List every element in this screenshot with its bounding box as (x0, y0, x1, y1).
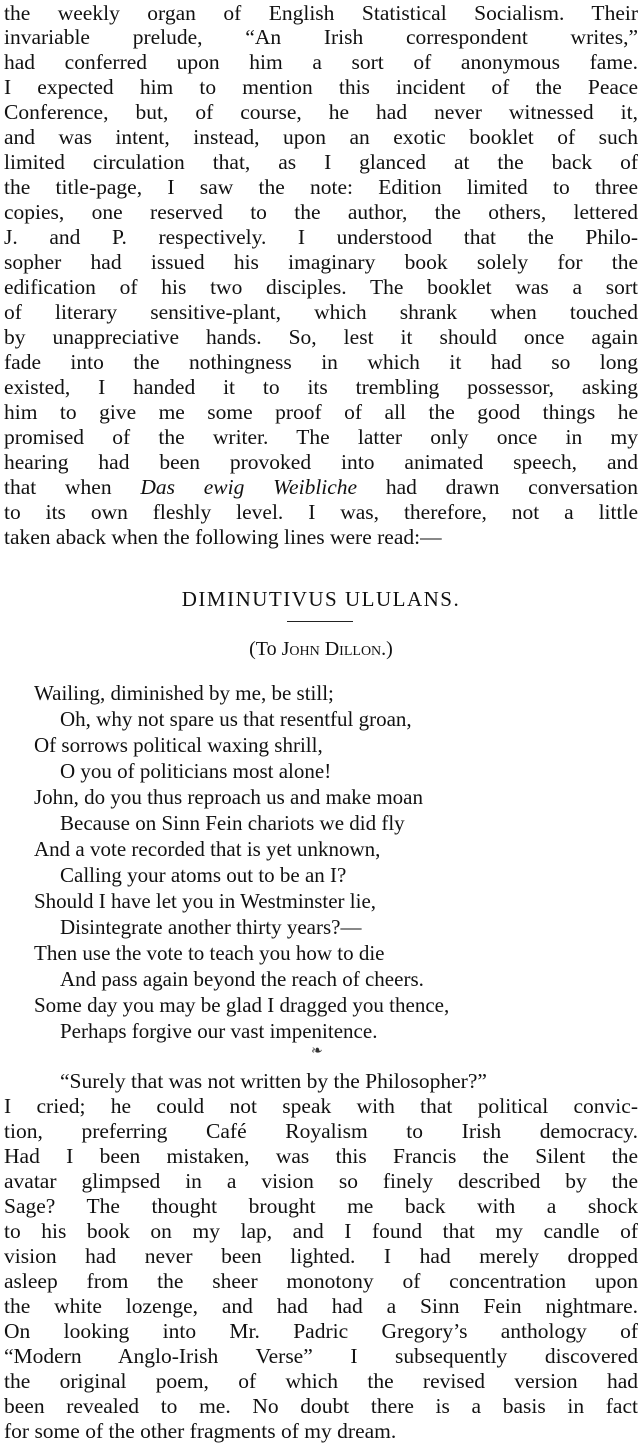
text-line: J. and P. respectively. I understood that the Philo- (4, 225, 638, 249)
text-segment: that when (4, 475, 141, 499)
verse-line: John, do you thus reproach us and make moan (34, 785, 424, 809)
dedication-name: John Dillon (281, 638, 382, 660)
text-line: edification of his two disciples. The booklet was a sort (4, 275, 638, 299)
text-line: to its own fleshly level. I was, therefore, not a little (4, 500, 638, 524)
verse-line: Oh, why not spare us that resentful groan, (60, 707, 412, 731)
verse-line: Perhaps forgive our vast impenitence. (60, 1019, 378, 1043)
verse-line: Because on Sinn Fein chariots we did fly (60, 811, 405, 835)
text-line: had conferred upon him a sort of anonymous fame. (4, 50, 638, 74)
text-line: the weekly organ of English Statistical Socialism. Their (4, 1, 638, 25)
text-line: copies, one reserved to the author, the others, lettered (4, 200, 638, 224)
verse-line: Then use the vote to teach you how to die (34, 941, 385, 965)
text-line: I expected him to mention this incident of the Peace (4, 75, 638, 99)
verse-line: Of sorrows political waxing shrill, (34, 733, 323, 757)
verse-line: Wailing, diminished by me, be still; (34, 681, 334, 705)
text-line: “Surely that was not written by the Philosopher?” (60, 1069, 487, 1093)
text-line: fade into the nothingness in which it had so long (4, 350, 638, 374)
text-segment: had drawn conversation (357, 475, 638, 499)
verse-line: Some day you may be glad I dragged you thence, (34, 993, 450, 1017)
text-line: Conference, but, of course, he had never witnessed it, (4, 100, 638, 124)
verse-line: O you of politicians most alone! (60, 759, 332, 783)
text-line: invariable prelude, “An Irish correspondent writes,” (4, 25, 638, 49)
italic-phrase: Das ewig Weibliche (140, 475, 358, 499)
text-line: asleep from the sheer monotony of concentration upon (4, 1269, 638, 1293)
text-line: vision had never been lighted. I had merely dropped (4, 1244, 638, 1268)
text-line: Had I been mistaken, was this Francis the Silent the (4, 1144, 638, 1168)
title-rule-divider (287, 621, 353, 622)
text-line: avatar glimpsed in a vision so finely described by the (4, 1169, 638, 1193)
verse-line: Should I have let you in Westminster lie, (34, 889, 377, 913)
text-line: been revealed to me. No doubt there is a basis in fact (4, 1394, 638, 1418)
poem-dedication (0, 636, 642, 662)
verse-line: And a vote recorded that is yet unknown, (34, 837, 381, 861)
text-line: promised of the writer. The latter only once in my (4, 425, 638, 449)
text-line: the white lozenge, and had had a Sinn Fein nightmare. (4, 1294, 638, 1318)
text-line: to his book on my lap, and I found that my candle of (4, 1219, 638, 1243)
poem-title: DIMINUTIVUS ULULANS. (181, 587, 461, 611)
text-line: the original poem, of which the revised version had (4, 1369, 638, 1393)
text-line: for some of the other fragments of my dream. (4, 1419, 397, 1443)
text-line-with-italic (4, 474, 638, 500)
verse-line: Calling your atoms out to be an I? (60, 863, 347, 887)
text-line: sopher had issued his imaginary book solely for the (4, 250, 638, 274)
text-line: I cried; he could not speak with that political convic- (4, 1094, 638, 1118)
fleuron-ornament-icon: ❧ (311, 1044, 323, 1059)
verse-line: Disintegrate another thirty years?— (60, 915, 362, 939)
text-line: and was intent, instead, upon an exotic booklet of such (4, 125, 638, 149)
text-line: On looking into Mr. Padric Gregory’s anthology of (4, 1319, 638, 1343)
text-line: taken aback when the following lines were read:— (4, 525, 442, 549)
text-line: of literary sensitive-plant, which shrank when touched (4, 300, 638, 324)
text-line: limited circulation that, as I glanced at the back of (4, 150, 638, 174)
verse-line: And pass again beyond the reach of cheers. (60, 967, 424, 991)
dedication-close: .) (381, 638, 393, 660)
text-line: by unappreciative hands. So, lest it should once again (4, 325, 638, 349)
text-line: “Modern Anglo-Irish Verse” I subsequently discovered (4, 1344, 638, 1368)
text-line: the title-page, I saw the note: Edition limited to three (4, 175, 638, 199)
text-line: Sage? The thought brought me back with a shock (4, 1194, 638, 1218)
text-line: tion, preferring Café Royalism to Irish democracy. (4, 1119, 638, 1143)
text-line: hearing had been provoked into animated speech, and (4, 450, 638, 474)
text-line: existed, I handed it to its trembling possessor, asking (4, 375, 638, 399)
dedication-open: (To (249, 638, 282, 660)
text-line: him to give me some proof of all the good things he (4, 400, 638, 424)
